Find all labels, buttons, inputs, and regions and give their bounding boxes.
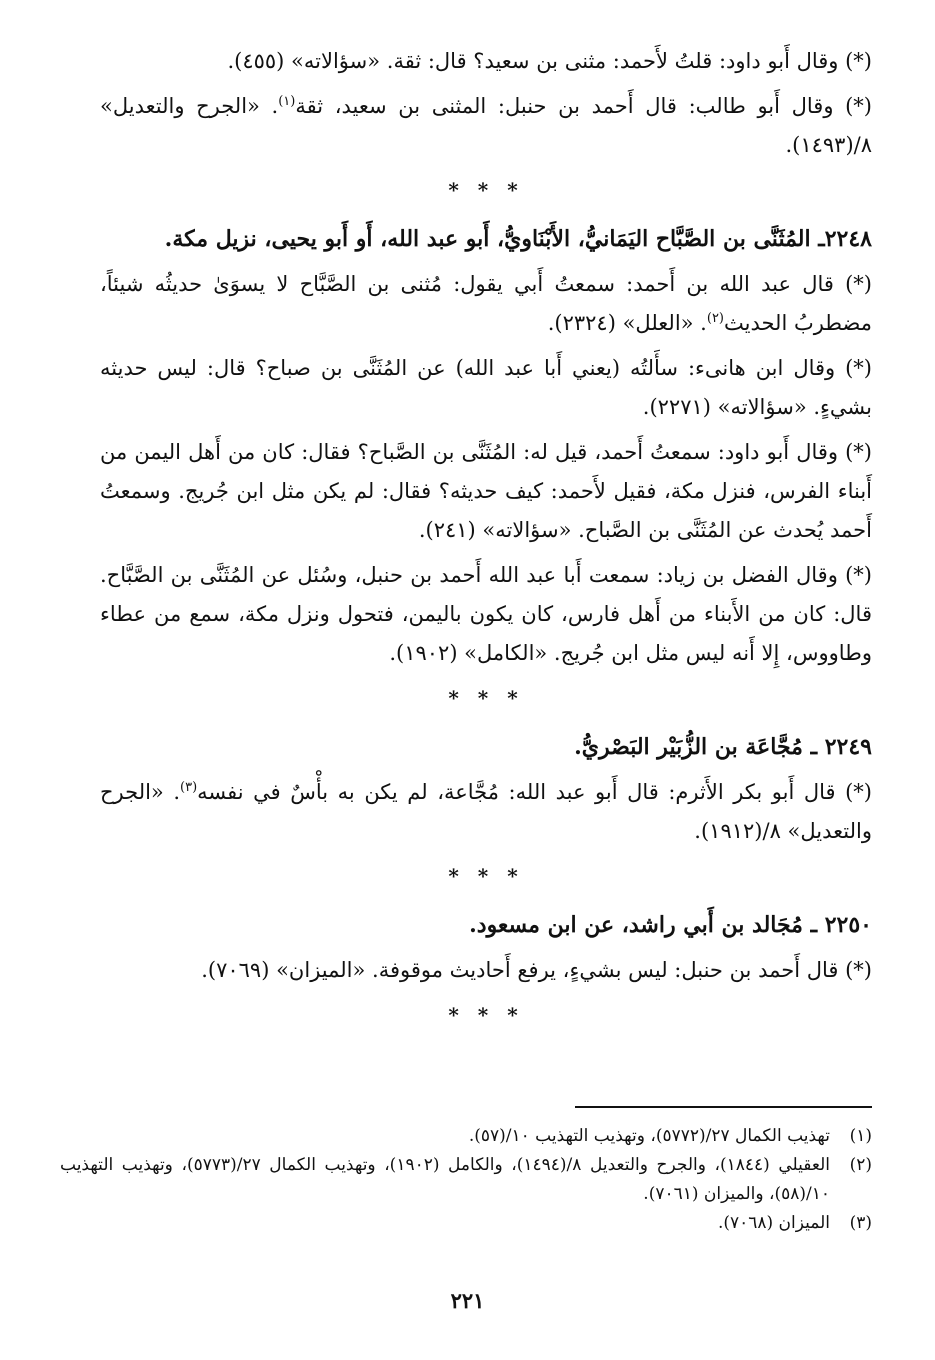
paragraph bbox=[100, 87, 872, 165]
footnote bbox=[60, 1209, 872, 1238]
paragraph bbox=[100, 42, 872, 81]
footnote-marker[interactable]: (٢) bbox=[706, 311, 724, 326]
footnote bbox=[60, 1122, 872, 1151]
section-separator: * * * bbox=[448, 864, 524, 888]
footnote-number: (٢) bbox=[849, 1155, 872, 1175]
paragraph bbox=[100, 265, 872, 343]
footnote-text: الميزان (٧٠٦٨). bbox=[717, 1213, 830, 1233]
section-separator: * * * bbox=[448, 178, 524, 202]
paragraph-text: (*) وقال أَبو طالب: قال أَحمد بن حنبل: المثنى بن سعيد، ثقة bbox=[295, 94, 872, 118]
footnote-divider bbox=[575, 1106, 872, 1108]
footnote-marker[interactable]: (١) bbox=[278, 94, 296, 109]
paragraph-text: . «الجرح والتعديل» ٨/(١٩١٢). bbox=[100, 780, 872, 843]
paragraph: (*) وقال ابن هانىء: سأَلتُه (يعني أَبا عبد الله) عن المُثَنَّى بن صباح؟ قال: ليس حديثه بشيءٍ. «سؤالاته» (٢٢٧١). bbox=[100, 356, 872, 419]
footnote-marker[interactable]: (٣) bbox=[180, 780, 198, 795]
paragraph-text: (*) قال عبد الله بن أَحمد: سمعتُ أَبي يقول: مُثنى بن الصَّبَّاح لا يسوَىٰ حديثُه شيئاً، مضطربُ الحديث bbox=[100, 272, 872, 335]
footnote bbox=[60, 1151, 872, 1209]
section-separator: * * * bbox=[448, 686, 524, 710]
footnote-text: تهذيب الكمال ٢٧/(٥٧٧٢)، وتهذيب التهذيب ١٠/(٥٧). bbox=[468, 1126, 830, 1146]
paragraph: (*) وقال أَبو داود: سمعتُ أَحمد، قيل له: المُثَنَّى بن الصَّباح؟ فقال: كان من أَهل اليمن من أَبناء الفرس، فنزل مكة، فقيل لأَحمد: كيف حديثه؟ فقال: لم يكن مثل ابن جُريج. وسمعتُ أَحمد يُحدث عن المُثَنَّى بن الصَّباح. «سؤالاته» (٢٤١). bbox=[100, 440, 872, 542]
paragraph-text: . «الجرح والتعديل» ٨/(١٤٩٣). bbox=[100, 94, 872, 157]
footnotes bbox=[60, 1122, 872, 1238]
main-text bbox=[100, 42, 872, 1044]
entry-heading: ٢٢٤٨ـ المُثَنَّى بن الصَّبَّاح اليَمَانيُّ، الأَبْنَاويُّ، أَبو عبد الله، أَو أَبو يحيى، نزيل مكة. bbox=[164, 226, 872, 252]
paragraph: (*) وقال الفضل بن زياد: سمعت أَبا عبد الله أَحمد بن حنبل، وسُئل عن المُثَنَّى بن الصَّبَّاح. قال: كان من الأَبناء من أَهل فارس، كان يكون باليمن، فتحول ونزل مكة، سمع من عطاء وطاووس، إِلا أَنه ليس مثل ابن جُريج. «الكامل» (١٩٠٢). bbox=[100, 563, 872, 665]
paragraph-text: (*) قال أَبو بكر الأَثرم: قال أَبو عبد الله: مُجَّاعة، لم يكن به بأْسٌ في نفسه bbox=[197, 780, 872, 804]
paragraph-text: . «العلل» (٢٣٢٤). bbox=[547, 311, 707, 335]
page-number: ٢٢١ bbox=[450, 1288, 485, 1313]
footnote-text: العقيلي (١٨٤٤)، والجرح والتعديل ٨/(١٤٩٤)، والكامل (١٩٠٢)، وتهذيب الكمال ٢٧/(٥٧٧٣)، وتهذيب التهذيب ١٠/(٥٨)، والميزان (٧٠٦١). bbox=[60, 1155, 830, 1204]
footnote-number: (١) bbox=[849, 1126, 872, 1146]
section-separator: * * * bbox=[448, 1003, 524, 1027]
paragraph: (*) قال أَحمد بن حنبل: ليس بشيءٍ، يرفع أَحاديث موقوفة. «الميزان» (٧٠٦٩). bbox=[201, 958, 872, 982]
paragraph-text: (*) وقال أَبو داود: قلتُ لأَحمد: مثنى بن سعيد؟ قال: ثقة. «سؤالاته» (٤٥٥). bbox=[227, 49, 872, 73]
entry-heading: ٢٢٥٠ ـ مُجَالد بن أَبي راشد، عن ابن مسعود. bbox=[469, 912, 872, 938]
paragraph bbox=[100, 773, 872, 851]
footnote-number: (٣) bbox=[849, 1213, 872, 1233]
entry-heading: ٢٢٤٩ ـ مُجَّاعَة بن الزُّبَيْر البَصْريُّ. bbox=[574, 734, 872, 760]
